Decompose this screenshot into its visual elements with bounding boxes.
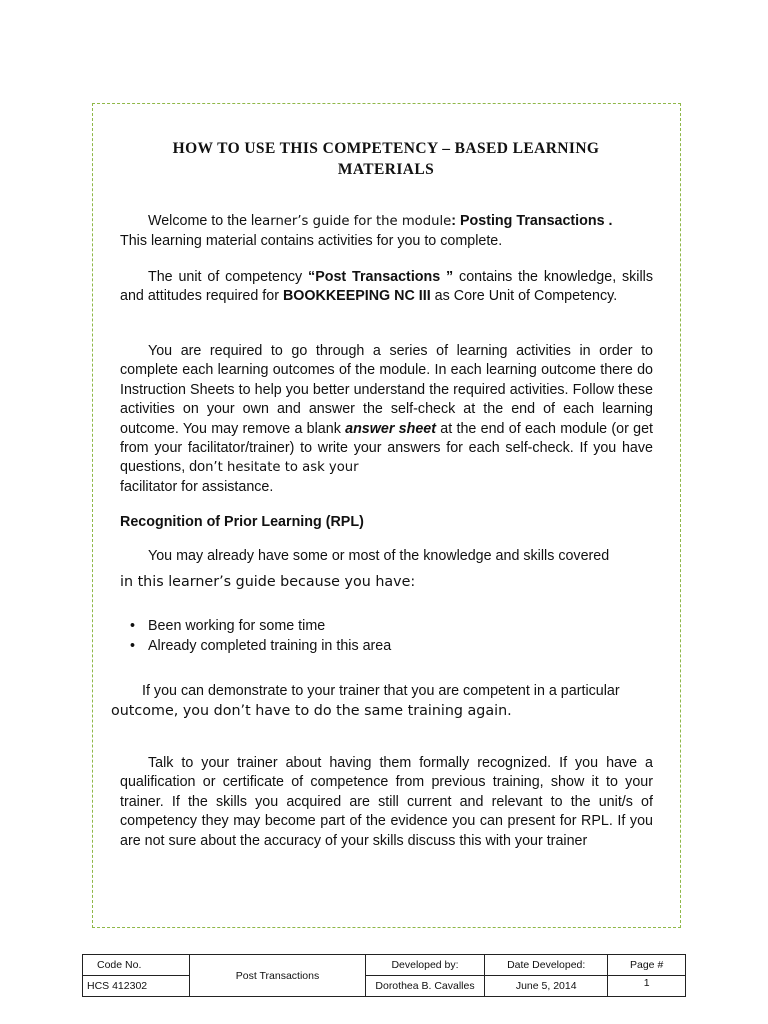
para2: The unit of competency “Post Transactions ” contains the knowledge, skills and attitudes required for BOOKKEEPING NC III as Core Unit of Competency.: [120, 269, 653, 305]
footer-table: [82, 954, 686, 997]
para1-line1: Welcome to the learner’s guide for the module: Posting Transactions .: [148, 213, 613, 229]
bullet-list: [128, 616, 391, 656]
page-value: 1: [608, 976, 686, 997]
module-name: Post Transactions: [190, 955, 366, 997]
title-line-2: MATERIALS: [337, 161, 435, 178]
para4-line1: You may already have some or most of the knowledge and skills covered: [148, 548, 610, 564]
para6: Talk to your trainer about having them formally recognized. If you have a qualification or certificate of competence from previous training, show it to your trainer. If the skills you acquired are still current and relevant to the unit/s of competency they may become part of the evidence you can present for RPL. If you are not sure about the accuracy of your skills discuss this with your trainer: [120, 755, 653, 849]
para3: You are required to go through a series of learning activities in order to complete each learning outcomes of the module. In each learning outcome there do Instruction Sheets to help you better understand the required activities. Follow these activities on your own and answer the self-check at the end of each learning outcome. You may remove a blank answer sheet at the end of each module (or get from your facilitator/trainer) to write your answers for each self-check. If you have questions, don’t hesitate to ask your facilitator for assistance.: [120, 343, 654, 495]
para4-line2: in this learner’s guide because you have:: [120, 574, 416, 590]
page-title: [100, 138, 672, 180]
para1-line2: This learning material contains activities for you to complete.: [120, 233, 503, 249]
rpl-heading: Recognition of Prior Learning (RPL): [120, 514, 364, 530]
date-value: June 5, 2014: [485, 976, 608, 997]
title-line-1: HOW TO USE THIS COMPETENCY – BASED LEARNING: [172, 140, 600, 157]
developed-by-value: Dorothea B. Cavalles: [365, 976, 484, 997]
code-label: Code No.: [83, 955, 190, 976]
list-item: • Been working for some time: [128, 616, 391, 636]
list-item: • Already completed training in this area: [128, 636, 391, 656]
page-label: Page #: [608, 955, 686, 976]
code-value: HCS 412302: [83, 976, 190, 997]
developed-by-label: Developed by:: [365, 955, 484, 976]
date-label: Date Developed:: [485, 955, 608, 976]
para5-line1: If you can demonstrate to your trainer that you are competent in a particular: [142, 683, 620, 699]
para5-line2: outcome, you don’t have to do the same training again.: [111, 703, 512, 719]
